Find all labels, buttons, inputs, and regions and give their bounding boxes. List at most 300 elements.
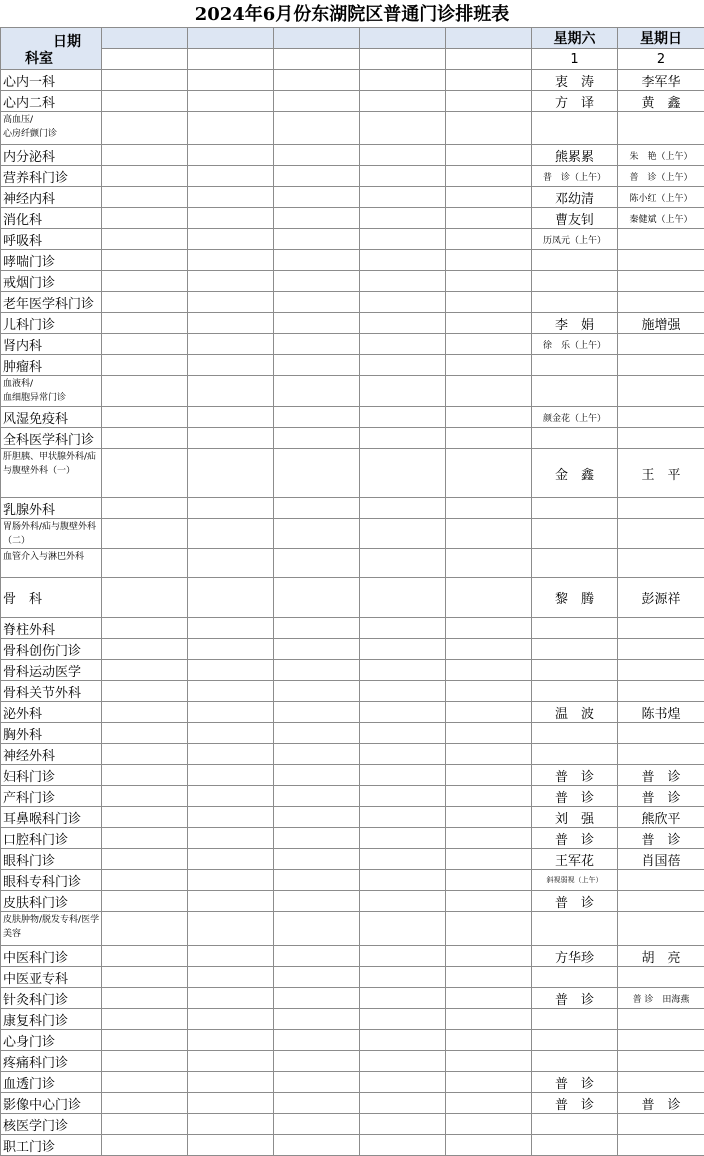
empty-cell[interactable] (274, 660, 360, 681)
empty-cell[interactable] (274, 549, 360, 578)
empty-cell[interactable] (188, 1114, 274, 1135)
empty-cell[interactable] (274, 376, 360, 407)
empty-cell[interactable] (188, 449, 274, 498)
empty-cell[interactable] (446, 618, 532, 639)
empty-cell[interactable] (102, 498, 188, 519)
day2-doctor-cell[interactable] (618, 428, 704, 449)
day2-doctor-cell[interactable] (618, 744, 704, 765)
empty-cell[interactable] (188, 208, 274, 229)
empty-cell[interactable] (446, 912, 532, 946)
day1-doctor-cell[interactable] (532, 292, 618, 313)
empty-cell[interactable] (446, 681, 532, 702)
empty-cell[interactable] (446, 313, 532, 334)
dept-cell[interactable]: 针灸科门诊 (1, 988, 102, 1009)
empty-cell[interactable] (102, 639, 188, 660)
empty-cell[interactable] (360, 639, 446, 660)
day1-doctor-cell[interactable] (532, 1009, 618, 1030)
day1-doctor-cell[interactable]: 方华珍 (532, 946, 618, 967)
dept-cell[interactable]: 疼痛科门诊 (1, 1051, 102, 1072)
empty-cell[interactable] (102, 828, 188, 849)
empty-cell[interactable] (274, 849, 360, 870)
corner-header-cell[interactable] (1, 28, 102, 70)
dept-cell[interactable]: 风湿免疫科 (1, 407, 102, 428)
day2-doctor-cell[interactable] (618, 1030, 704, 1051)
day2-doctor-cell[interactable]: 胡 亮 (618, 946, 704, 967)
day2-doctor-cell[interactable] (618, 407, 704, 428)
empty-cell[interactable] (188, 618, 274, 639)
day1-doctor-cell[interactable]: 普 诊 (532, 786, 618, 807)
empty-cell[interactable] (188, 849, 274, 870)
weekday-sun-header[interactable]: 星期日 (618, 28, 704, 49)
day2-doctor-cell[interactable] (618, 250, 704, 271)
empty-cell[interactable] (274, 1093, 360, 1114)
empty-cell[interactable] (274, 744, 360, 765)
empty-cell[interactable] (274, 807, 360, 828)
empty-cell[interactable] (102, 292, 188, 313)
dept-cell[interactable]: 骨 科 (1, 578, 102, 618)
empty-cell[interactable] (446, 723, 532, 744)
empty-cell[interactable] (446, 639, 532, 660)
empty-cell[interactable] (446, 702, 532, 723)
empty-cell[interactable] (102, 1072, 188, 1093)
empty-cell[interactable] (102, 145, 188, 166)
empty-cell[interactable] (360, 1093, 446, 1114)
blank-header-cell[interactable] (360, 28, 446, 49)
dept-cell[interactable]: 神经内科 (1, 187, 102, 208)
day1-doctor-cell[interactable] (532, 681, 618, 702)
blank-date-cell[interactable] (360, 49, 446, 70)
dept-cell[interactable]: 耳鼻喉科门诊 (1, 807, 102, 828)
day2-doctor-cell[interactable] (618, 229, 704, 250)
empty-cell[interactable] (102, 891, 188, 912)
empty-cell[interactable] (102, 449, 188, 498)
empty-cell[interactable] (360, 145, 446, 166)
empty-cell[interactable] (360, 912, 446, 946)
empty-cell[interactable] (446, 498, 532, 519)
empty-cell[interactable] (188, 428, 274, 449)
empty-cell[interactable] (188, 870, 274, 891)
day1-doctor-cell[interactable] (532, 967, 618, 988)
empty-cell[interactable] (446, 449, 532, 498)
dept-cell[interactable]: 高血压/ 心房纤颤门诊 (1, 112, 102, 145)
weekday-sat-header[interactable]: 星期六 (532, 28, 618, 49)
dept-cell[interactable]: 全科医学科门诊 (1, 428, 102, 449)
empty-cell[interactable] (360, 407, 446, 428)
day1-doctor-cell[interactable] (532, 271, 618, 292)
dept-cell[interactable]: 核医学门诊 (1, 1114, 102, 1135)
day1-doctor-cell[interactable]: 方 译 (532, 91, 618, 112)
empty-cell[interactable] (360, 967, 446, 988)
day1-doctor-cell[interactable]: 普 诊（上午） (532, 166, 618, 187)
empty-cell[interactable] (274, 1135, 360, 1156)
empty-cell[interactable] (360, 292, 446, 313)
empty-cell[interactable] (102, 166, 188, 187)
day1-doctor-cell[interactable]: 普 诊 (532, 988, 618, 1009)
empty-cell[interactable] (446, 334, 532, 355)
empty-cell[interactable] (446, 250, 532, 271)
day1-doctor-cell[interactable]: 普 诊 (532, 828, 618, 849)
dept-cell[interactable]: 口腔科门诊 (1, 828, 102, 849)
empty-cell[interactable] (102, 112, 188, 145)
empty-cell[interactable] (274, 250, 360, 271)
empty-cell[interactable] (274, 334, 360, 355)
empty-cell[interactable] (446, 828, 532, 849)
dept-cell[interactable]: 皮肤科门诊 (1, 891, 102, 912)
empty-cell[interactable] (446, 1135, 532, 1156)
day2-doctor-cell[interactable]: 秦健斌（上午） (618, 208, 704, 229)
day2-doctor-cell[interactable]: 普 诊 (618, 828, 704, 849)
day2-doctor-cell[interactable] (618, 639, 704, 660)
empty-cell[interactable] (360, 723, 446, 744)
empty-cell[interactable] (102, 912, 188, 946)
empty-cell[interactable] (102, 765, 188, 786)
day2-doctor-cell[interactable]: 普 诊 (618, 786, 704, 807)
day1-doctor-cell[interactable] (532, 618, 618, 639)
empty-cell[interactable] (274, 70, 360, 91)
day1-doctor-cell[interactable] (532, 112, 618, 145)
day1-doctor-cell[interactable] (532, 744, 618, 765)
empty-cell[interactable] (188, 681, 274, 702)
day1-doctor-cell[interactable]: 熊累累 (532, 145, 618, 166)
day2-doctor-cell[interactable]: 普 诊（上午） (618, 166, 704, 187)
day1-doctor-cell[interactable] (532, 1051, 618, 1072)
empty-cell[interactable] (360, 891, 446, 912)
dept-cell[interactable]: 胸外科 (1, 723, 102, 744)
empty-cell[interactable] (188, 91, 274, 112)
empty-cell[interactable] (188, 639, 274, 660)
empty-cell[interactable] (274, 828, 360, 849)
dept-cell[interactable]: 心内二科 (1, 91, 102, 112)
day2-doctor-cell[interactable] (618, 1135, 704, 1156)
dept-cell[interactable]: 营养科门诊 (1, 166, 102, 187)
empty-cell[interactable] (188, 786, 274, 807)
empty-cell[interactable] (446, 578, 532, 618)
empty-cell[interactable] (188, 271, 274, 292)
dept-cell[interactable]: 内分泌科 (1, 145, 102, 166)
empty-cell[interactable] (274, 292, 360, 313)
day2-doctor-cell[interactable] (618, 271, 704, 292)
empty-cell[interactable] (360, 1072, 446, 1093)
empty-cell[interactable] (446, 208, 532, 229)
empty-cell[interactable] (360, 70, 446, 91)
empty-cell[interactable] (274, 1030, 360, 1051)
empty-cell[interactable] (360, 549, 446, 578)
empty-cell[interactable] (360, 519, 446, 549)
day1-doctor-cell[interactable] (532, 639, 618, 660)
empty-cell[interactable] (102, 229, 188, 250)
empty-cell[interactable] (360, 1009, 446, 1030)
empty-cell[interactable] (360, 660, 446, 681)
dept-cell[interactable]: 骨科创伤门诊 (1, 639, 102, 660)
day1-doctor-cell[interactable] (532, 250, 618, 271)
empty-cell[interactable] (274, 1114, 360, 1135)
empty-cell[interactable] (188, 313, 274, 334)
empty-cell[interactable] (274, 681, 360, 702)
day2-doctor-cell[interactable] (618, 912, 704, 946)
empty-cell[interactable] (446, 271, 532, 292)
day1-doctor-cell[interactable] (532, 428, 618, 449)
empty-cell[interactable] (102, 208, 188, 229)
dept-cell[interactable]: 戒烟门诊 (1, 271, 102, 292)
empty-cell[interactable] (102, 967, 188, 988)
day1-doctor-cell[interactable]: 普 诊 (532, 765, 618, 786)
empty-cell[interactable] (446, 519, 532, 549)
day1-doctor-cell[interactable] (532, 660, 618, 681)
dept-cell[interactable]: 骨科关节外科 (1, 681, 102, 702)
empty-cell[interactable] (102, 660, 188, 681)
empty-cell[interactable] (274, 988, 360, 1009)
empty-cell[interactable] (188, 145, 274, 166)
day1-doctor-cell[interactable] (532, 519, 618, 549)
empty-cell[interactable] (274, 208, 360, 229)
empty-cell[interactable] (102, 744, 188, 765)
dept-cell[interactable]: 中医科门诊 (1, 946, 102, 967)
empty-cell[interactable] (102, 1009, 188, 1030)
empty-cell[interactable] (188, 498, 274, 519)
empty-cell[interactable] (446, 229, 532, 250)
dept-cell[interactable]: 眼科门诊 (1, 849, 102, 870)
empty-cell[interactable] (360, 765, 446, 786)
empty-cell[interactable] (274, 187, 360, 208)
day1-doctor-cell[interactable]: 衷 涛 (532, 70, 618, 91)
day1-doctor-cell[interactable]: 颜金花（上午） (532, 407, 618, 428)
empty-cell[interactable] (102, 870, 188, 891)
day1-doctor-cell[interactable] (532, 498, 618, 519)
day1-doctor-cell[interactable] (532, 549, 618, 578)
day2-doctor-cell[interactable] (618, 519, 704, 549)
empty-cell[interactable] (446, 70, 532, 91)
empty-cell[interactable] (188, 549, 274, 578)
dept-cell[interactable]: 血液科/ 血细胞异常门诊 (1, 376, 102, 407)
empty-cell[interactable] (274, 702, 360, 723)
day1-doctor-cell[interactable] (532, 1135, 618, 1156)
empty-cell[interactable] (446, 744, 532, 765)
dept-cell[interactable]: 产科门诊 (1, 786, 102, 807)
empty-cell[interactable] (188, 988, 274, 1009)
empty-cell[interactable] (274, 1051, 360, 1072)
date-1-header[interactable]: 1 (532, 49, 618, 70)
empty-cell[interactable] (360, 498, 446, 519)
empty-cell[interactable] (274, 112, 360, 145)
empty-cell[interactable] (446, 91, 532, 112)
empty-cell[interactable] (446, 946, 532, 967)
empty-cell[interactable] (274, 723, 360, 744)
empty-cell[interactable] (446, 765, 532, 786)
day1-doctor-cell[interactable]: 黎 腾 (532, 578, 618, 618)
day2-doctor-cell[interactable] (618, 618, 704, 639)
empty-cell[interactable] (102, 407, 188, 428)
empty-cell[interactable] (360, 1030, 446, 1051)
empty-cell[interactable] (188, 229, 274, 250)
empty-cell[interactable] (102, 428, 188, 449)
empty-cell[interactable] (274, 407, 360, 428)
day2-doctor-cell[interactable]: 普 诊 (618, 1093, 704, 1114)
dept-cell[interactable]: 职工门诊 (1, 1135, 102, 1156)
empty-cell[interactable] (188, 765, 274, 786)
empty-cell[interactable] (446, 807, 532, 828)
empty-cell[interactable] (102, 271, 188, 292)
empty-cell[interactable] (102, 355, 188, 376)
empty-cell[interactable] (360, 946, 446, 967)
day2-doctor-cell[interactable] (618, 723, 704, 744)
empty-cell[interactable] (446, 145, 532, 166)
empty-cell[interactable] (360, 1135, 446, 1156)
empty-cell[interactable] (360, 428, 446, 449)
day1-doctor-cell[interactable]: 金 鑫 (532, 449, 618, 498)
empty-cell[interactable] (102, 70, 188, 91)
empty-cell[interactable] (274, 166, 360, 187)
day2-doctor-cell[interactable]: 熊欣平 (618, 807, 704, 828)
empty-cell[interactable] (274, 870, 360, 891)
empty-cell[interactable] (360, 208, 446, 229)
day2-doctor-cell[interactable] (618, 112, 704, 145)
empty-cell[interactable] (360, 355, 446, 376)
empty-cell[interactable] (446, 891, 532, 912)
day2-doctor-cell[interactable]: 朱 艳（上午） (618, 145, 704, 166)
day2-doctor-cell[interactable]: 普 诊 田海燕 (618, 988, 704, 1009)
empty-cell[interactable] (360, 1114, 446, 1135)
empty-cell[interactable] (446, 967, 532, 988)
empty-cell[interactable] (188, 1072, 274, 1093)
date-2-header[interactable]: 2 (618, 49, 704, 70)
day2-doctor-cell[interactable] (618, 1114, 704, 1135)
empty-cell[interactable] (102, 988, 188, 1009)
empty-cell[interactable] (360, 702, 446, 723)
empty-cell[interactable] (102, 1135, 188, 1156)
empty-cell[interactable] (188, 1051, 274, 1072)
empty-cell[interactable] (446, 988, 532, 1009)
empty-cell[interactable] (446, 355, 532, 376)
dept-cell[interactable]: 胃肠外科/疝与腹壁外科（二） (1, 519, 102, 549)
empty-cell[interactable] (360, 187, 446, 208)
day2-doctor-cell[interactable]: 普 诊 (618, 765, 704, 786)
empty-cell[interactable] (446, 1114, 532, 1135)
empty-cell[interactable] (274, 639, 360, 660)
empty-cell[interactable] (188, 723, 274, 744)
day1-doctor-cell[interactable]: 曹友钊 (532, 208, 618, 229)
empty-cell[interactable] (188, 292, 274, 313)
empty-cell[interactable] (446, 112, 532, 145)
day2-doctor-cell[interactable] (618, 681, 704, 702)
empty-cell[interactable] (360, 112, 446, 145)
dept-cell[interactable]: 眼科专科门诊 (1, 870, 102, 891)
empty-cell[interactable] (188, 334, 274, 355)
blank-date-cell[interactable] (102, 49, 188, 70)
empty-cell[interactable] (360, 681, 446, 702)
day1-doctor-cell[interactable]: 普 诊 (532, 1093, 618, 1114)
empty-cell[interactable] (188, 702, 274, 723)
day2-doctor-cell[interactable] (618, 498, 704, 519)
empty-cell[interactable] (102, 807, 188, 828)
empty-cell[interactable] (274, 1009, 360, 1030)
empty-cell[interactable] (360, 786, 446, 807)
day2-doctor-cell[interactable]: 黄 鑫 (618, 91, 704, 112)
empty-cell[interactable] (360, 828, 446, 849)
empty-cell[interactable] (446, 549, 532, 578)
dept-cell[interactable]: 肾内科 (1, 334, 102, 355)
day2-doctor-cell[interactable] (618, 355, 704, 376)
dept-cell[interactable]: 影像中心门诊 (1, 1093, 102, 1114)
empty-cell[interactable] (102, 1114, 188, 1135)
day1-doctor-cell[interactable]: 普 诊 (532, 891, 618, 912)
empty-cell[interactable] (274, 229, 360, 250)
empty-cell[interactable] (188, 1009, 274, 1030)
dept-cell[interactable]: 老年医学科门诊 (1, 292, 102, 313)
empty-cell[interactable] (274, 313, 360, 334)
empty-cell[interactable] (446, 166, 532, 187)
empty-cell[interactable] (188, 1135, 274, 1156)
empty-cell[interactable] (274, 428, 360, 449)
empty-cell[interactable] (188, 912, 274, 946)
empty-cell[interactable] (102, 723, 188, 744)
empty-cell[interactable] (102, 849, 188, 870)
day2-doctor-cell[interactable]: 陈书煌 (618, 702, 704, 723)
dept-cell[interactable]: 肝胆胰、甲状腺外科/疝与腹壁外科（一） (1, 449, 102, 498)
empty-cell[interactable] (188, 112, 274, 145)
empty-cell[interactable] (102, 250, 188, 271)
empty-cell[interactable] (446, 376, 532, 407)
dept-cell[interactable]: 心身门诊 (1, 1030, 102, 1051)
empty-cell[interactable] (360, 313, 446, 334)
day2-doctor-cell[interactable] (618, 1051, 704, 1072)
empty-cell[interactable] (188, 744, 274, 765)
empty-cell[interactable] (102, 618, 188, 639)
empty-cell[interactable] (188, 355, 274, 376)
empty-cell[interactable] (360, 870, 446, 891)
day2-doctor-cell[interactable] (618, 334, 704, 355)
empty-cell[interactable] (274, 618, 360, 639)
day1-doctor-cell[interactable]: 斜视弱视（上午） (532, 870, 618, 891)
empty-cell[interactable] (102, 549, 188, 578)
empty-cell[interactable] (360, 229, 446, 250)
empty-cell[interactable] (188, 660, 274, 681)
empty-cell[interactable] (188, 166, 274, 187)
empty-cell[interactable] (274, 271, 360, 292)
empty-cell[interactable] (188, 376, 274, 407)
day1-doctor-cell[interactable]: 王军花 (532, 849, 618, 870)
empty-cell[interactable] (360, 91, 446, 112)
empty-cell[interactable] (360, 376, 446, 407)
empty-cell[interactable] (360, 166, 446, 187)
empty-cell[interactable] (360, 618, 446, 639)
day2-doctor-cell[interactable] (618, 967, 704, 988)
blank-date-cell[interactable] (274, 49, 360, 70)
empty-cell[interactable] (360, 271, 446, 292)
day1-doctor-cell[interactable]: 历凤元（上午） (532, 229, 618, 250)
day2-doctor-cell[interactable] (618, 549, 704, 578)
dept-cell[interactable]: 哮喘门诊 (1, 250, 102, 271)
empty-cell[interactable] (274, 891, 360, 912)
dept-cell[interactable]: 康复科门诊 (1, 1009, 102, 1030)
day2-doctor-cell[interactable] (618, 376, 704, 407)
empty-cell[interactable] (446, 1009, 532, 1030)
empty-cell[interactable] (360, 449, 446, 498)
empty-cell[interactable] (188, 967, 274, 988)
empty-cell[interactable] (446, 1093, 532, 1114)
dept-cell[interactable]: 妇科门诊 (1, 765, 102, 786)
empty-cell[interactable] (274, 1072, 360, 1093)
empty-cell[interactable] (102, 702, 188, 723)
dept-cell[interactable]: 皮肤肿物/脱发专科/医学美容 (1, 912, 102, 946)
empty-cell[interactable] (188, 891, 274, 912)
day2-doctor-cell[interactable] (618, 1009, 704, 1030)
dept-cell[interactable]: 神经外科 (1, 744, 102, 765)
empty-cell[interactable] (188, 407, 274, 428)
empty-cell[interactable] (446, 292, 532, 313)
day1-doctor-cell[interactable]: 邓幼清 (532, 187, 618, 208)
empty-cell[interactable] (274, 765, 360, 786)
blank-header-cell[interactable] (446, 28, 532, 49)
